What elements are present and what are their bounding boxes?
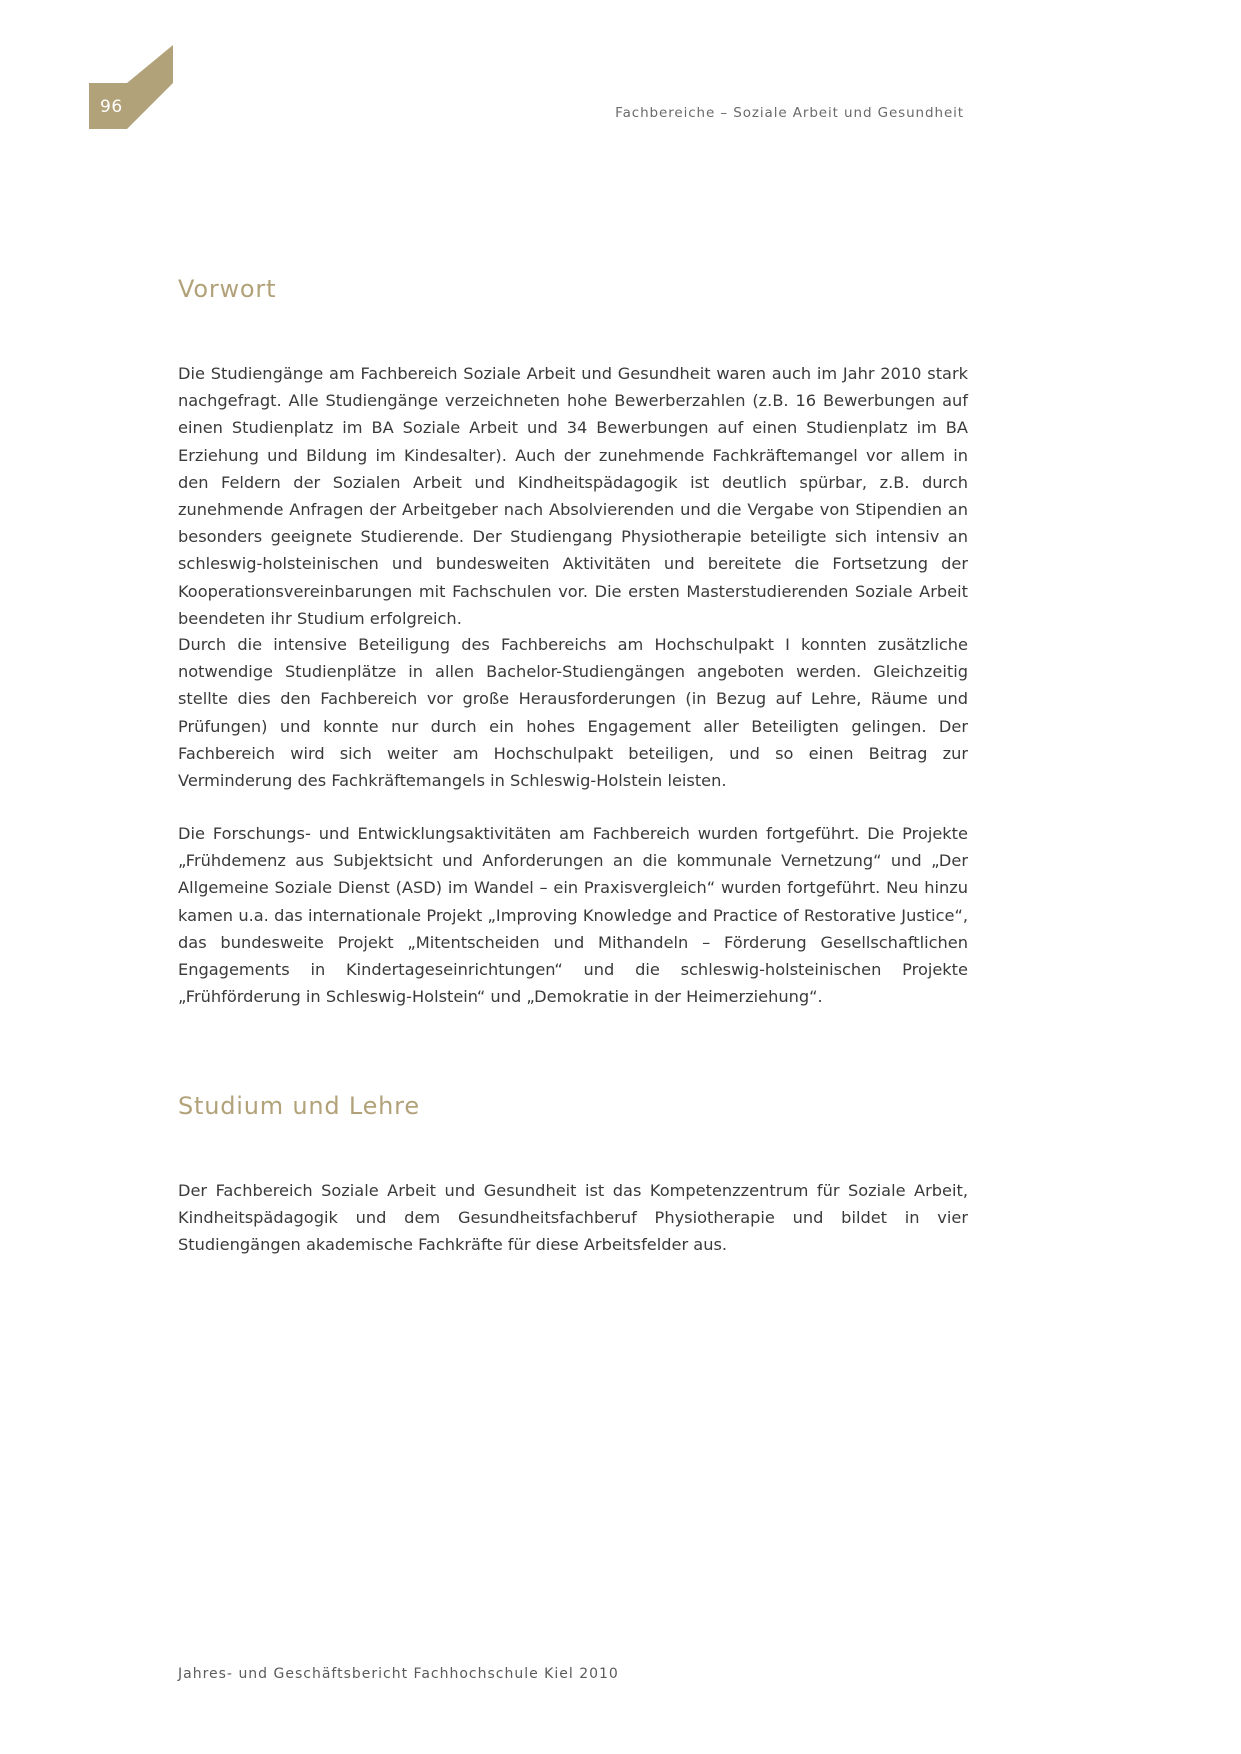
paragraph: Die Studiengänge am Fachbereich Soziale Arbeit und Gesundheit waren auch im Jahr 2010 stark nachgefragt. Alle Studiengänge verzeichneten hohe Bewerberzahlen (z.B. 16 Bewerbungen auf einen Studienplatz im BA Soziale Arbeit und 34 Bewerbungen auf einen Studienplatz im BA Erziehung und Bildung im Kindesalter). Auch der zunehmende Fachkräftemangel vor allem in den Feldern der Sozialen Arbeit und Kindheitspädagogik ist deutlich spürbar, z.B. durch zunehmende Anfragen der Arbeitgeber nach Absolvierenden und die Vergabe von Stipendien an besonders geeignete Studierende. Der Studiengang Physiotherapie beteiligte sich intensiv an schleswig-holsteinischen und bundesweiten Aktivitäten und bereitete die Fortsetzung der Kooperationsvereinbarungen mit Fachschulen vor. Die ersten Masterstudierenden Soziale Arbeit beendeten ihr Studium erfolgreich. — [178, 364, 968, 628]
page-number: 96 — [100, 97, 123, 117]
section-heading-studium-und-lehre: Studium und Lehre — [178, 1092, 420, 1120]
section-heading-vorwort: Vorwort — [178, 275, 277, 303]
running-header: Fachbereiche – Soziale Arbeit und Gesundheit — [615, 105, 964, 121]
paragraph: Durch die intensive Beteiligung des Fachbereichs am Hochschulpakt I konnten zusätzliche notwendige Studienplätze in allen Bachelor-Studiengängen angeboten werden. Gleichzeitig stellte dies den Fachbereich vor große Herausforderungen (in Bezug auf Lehre, Räume und Prüfungen) und konnte nur durch ein hohes Engagement aller Beteiligten gelingen. Der Fachbereich wird sich weiter am Hochschulpakt beteiligen, und so einen Beitrag zur Verminderung des Fachkräftemangels in Schleswig-Holstein leisten. — [178, 635, 968, 791]
paragraph: Der Fachbereich Soziale Arbeit und Gesundheit ist das Kompetenzzentrum für Soziale Arbeit, Kindheitspädagogik und dem Gesundheitsfachberuf Physiotherapie und bildet in vier Studiengängen akademische Fachkräfte für diese Arbeitsfelder aus. — [178, 1181, 968, 1255]
page-footer: Jahres- und Geschäftsbericht Fachhochschule Kiel 2010 — [178, 1666, 619, 1682]
paragraph: Die Forschungs- und Entwicklungsaktivitäten am Fachbereich wurden fortgeführt. Die Projekte „Frühdemenz aus Subjektsicht und Anforderungen an die kommunale Vernetzung“ und „Der Allgemeine Soziale Dienst (ASD) im Wandel – ein Praxisvergleich“ wurden fortgeführt. Neu hinzu kamen u.a. das internationale Projekt „Improving Knowledge and Practice of Restorative Justice“, das bundesweite Projekt „Mitentscheiden und Mithandeln – Förderung Gesellschaftlichen Engagements in Kindertageseinrichtungen“ und die schleswig-holsteinischen Projekte „Frühförderung in Schleswig-Holstein“ und „Demokratie in der Heimerziehung“. — [178, 824, 968, 1007]
